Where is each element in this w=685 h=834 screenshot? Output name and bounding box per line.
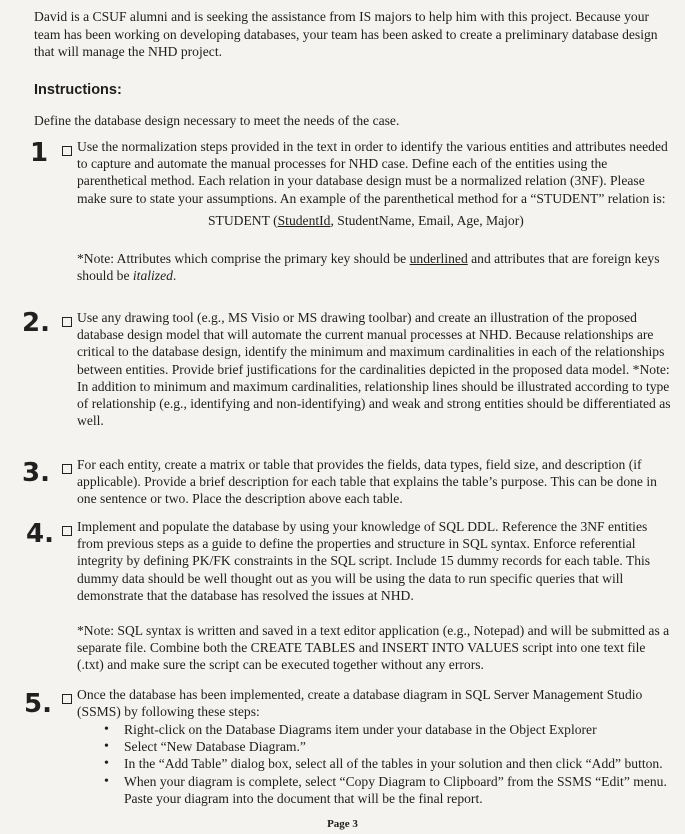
handwritten-number-1: 1 <box>30 138 49 168</box>
checkbox-item-1[interactable] <box>62 146 72 156</box>
item-1-note <box>77 250 673 284</box>
step-3: • In the “Add Table” dialog box, select all of the tables in your solution and then click “Add” button. <box>104 755 674 772</box>
item-4-text: Implement and populate the database by using your knowledge of SQL DDL. Reference the 3NF entities from previous steps as a guide to define the properties and structure in SQL syntax. Enforce referential integrity by defining PK/FK constraints in the SQL script. Include 15 dummy records for each table. This dummy data should be well thought out as you will be using the data to run specific queries that will demonstrate that the database has resolved the issues at NHD. <box>77 519 651 603</box>
item-4-note: *Note: SQL syntax is written and saved in a text editor application (e.g., Notepad) and will be submitted as a separate file. Combine both the CREATE TABLES and INSERT INTO VALUES script into one text file (.txt) and make sure the script can be executed together without any errors. <box>77 623 670 673</box>
step-4: • When your diagram is complete, select “Copy Diagram to Clipboard” from the SSMS “Edit” menu. Paste your diagram into the document that will be the final report. <box>104 773 674 807</box>
item-2-text: Use any drawing tool (e.g., MS Visio or MS drawing toolbar) and create an illustration of the proposed database design model that will automate the current manual processes at NHD. Because relationships are critical to the database design, identify the minimum and maximum cardinalities in each of the relationships between entities. Provide brief justifications for the cardinalities depicted in the proposed data model. *Note: In addition to minimum and maximum cardinalities, relationship lines should be illustrated according to type of relationship (e.g., identifying and non-identifying) and weak and strong entities should be differentiated as well. <box>77 310 671 429</box>
handwritten-number-2: 2. <box>22 308 50 338</box>
item-5-text: Once the database has been implemented, create a database diagram in SQL Server Management Studio (SSMS) by following these steps: <box>77 687 643 720</box>
example-prefix: STUDENT ( <box>208 213 278 228</box>
student-relation-example <box>208 213 524 229</box>
ssms-steps-list <box>104 721 674 807</box>
item-3-text: For each entity, create a matrix or table that provides the fields, data types, field size, and description (if applicable). Provide a brief description for each table that explains the table’s purpose. This can be done in one sentence or two. Place the description above each table. <box>77 457 657 507</box>
checkbox-item-4[interactable] <box>62 526 72 536</box>
note-1-part-b: and attributes that are foreign keys should be <box>77 251 660 284</box>
example-rest: , StudentName, Email, Age, Major) <box>330 213 524 228</box>
step-1: • Right-click on the Database Diagrams item under your database in the Object Explorer <box>104 721 674 738</box>
checkbox-item-2[interactable] <box>62 317 72 327</box>
handwritten-number-3: 3. <box>22 458 50 488</box>
note-1-part-c: . <box>172 268 177 284</box>
handwritten-number-4: 4. <box>26 519 54 549</box>
note-1-underlined: underlined <box>409 251 468 266</box>
step-2: • Select “New Database Diagram.” <box>104 738 674 755</box>
handwritten-number-5: 5. <box>24 689 52 719</box>
page-number: Page 3 <box>327 818 358 830</box>
checkbox-item-3[interactable] <box>62 464 72 474</box>
define-line: Define the database design necessary to meet the needs of the case. <box>34 113 400 128</box>
note-1-italic: italized <box>132 268 173 284</box>
item-1-text: Use the normalization steps provided in the text in order to identify the various entities and attributes needed to capture and automate the manual processes for NHD case. Define each of the entities using the parenthetical method. Each relation in your database design must be a normalized relation (3NF). Please make sure to state your assumptions. An example of the parenthetical method for a “STUDENT” relation is: <box>77 139 668 206</box>
intro-paragraph: David is a CSUF alumni and is seeking the assistance from IS majors to help him with this project. Because your team has been working on developing databases, your team has been asked to create a preliminary database design that will manage the NHD project. <box>34 9 658 59</box>
example-primary-key: StudentId <box>277 213 331 228</box>
instructions-heading: Instructions: <box>34 82 122 98</box>
checkbox-item-5[interactable] <box>62 694 72 704</box>
note-1-part-a: *Note: Attributes which comprise the primary key should be <box>77 251 410 266</box>
